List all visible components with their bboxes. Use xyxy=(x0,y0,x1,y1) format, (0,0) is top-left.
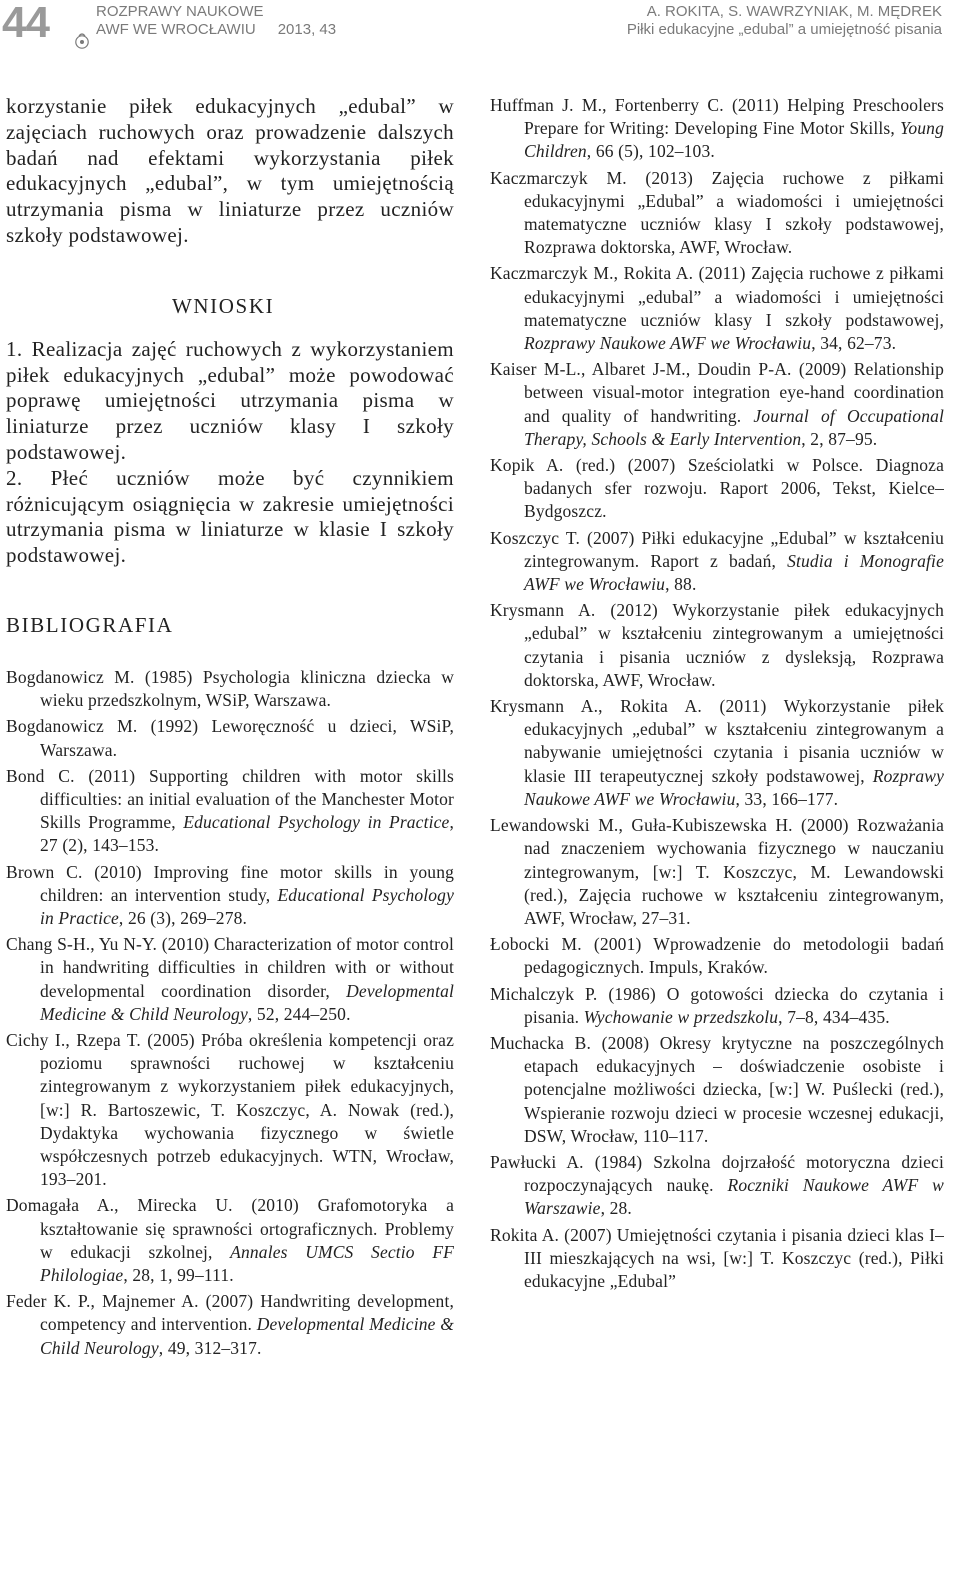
conclusion-1: 1. Realizacja zajęć ruchowych z wykorzystaniem piłek edukacyjnych „edubal” może powodować poprawę umiejętności utrzymania pisma w liniaturze przez uczniów klasy I szkoły podstawowej. xyxy=(6,336,454,464)
reference-item xyxy=(490,695,944,811)
reference-item xyxy=(6,1194,454,1287)
reference-text: Lewandowski M., Guła-Kubiszewska H. (2000) Rozważania nad znaczeniem wychowania fizycznego w nauczaniu zintegrowanym, [w:] T. Koszczyc, M. Lewandowski (red.), Zajęcia ruchowe w kształceniu zintegrowanym, AWF, Wrocław, 27–31. xyxy=(490,815,944,928)
running-authors: A. ROKITA, S. WAWRZYNIAK, M. MĘDREK xyxy=(646,3,942,20)
reference-details: , 28. xyxy=(600,1198,632,1219)
reference-item xyxy=(490,527,944,597)
page-header xyxy=(0,0,960,52)
reference-details: , 49, 312–317. xyxy=(158,1337,262,1358)
reference-item xyxy=(6,1290,454,1360)
reference-text: Łobocki M. (2001) Wprowadzenie do metodologii badań pedagogicznych. Impuls, Kraków. xyxy=(490,934,944,978)
right-column xyxy=(490,94,944,1296)
running-head xyxy=(627,3,942,39)
reference-source: Developmental Medicine & Child Neurology xyxy=(40,1314,454,1358)
intro-paragraph: korzystanie piłek edukacyjnych „edubal” w zajęciach ruchowych oraz prowadzenie dalszych badań nad efektami wykorzystania piłek edukacyjnych „edubal”, w tym umiejętnością utrzymania pisma w liniaturze przez uczniów szkoły podstawowej. xyxy=(6,94,454,247)
reference-source: Journal of Occupational Therapy, Schools & Early Intervention xyxy=(524,405,945,449)
reference-item xyxy=(490,599,944,692)
reference-source: Developmental Medicine & Child Neurology xyxy=(40,980,454,1024)
reference-text: Domagała A., Mirecka U. (2010) Grafomotoryka a kształtowanie się sprawności ortograficznych. Problemy w edukacji szkolnej, xyxy=(6,1195,454,1262)
reference-text: Michalczyk P. (1986) O gotowości dziecka do czytania i pisania. xyxy=(490,983,944,1027)
running-title: Piłki edukacyjne „edubal” a umiejętność pisania xyxy=(626,21,942,38)
left-column xyxy=(6,94,454,1363)
journal-name xyxy=(96,3,336,39)
reference-details: , 52, 244–250. xyxy=(247,1003,351,1024)
reference-item xyxy=(490,933,944,979)
reference-details: , 2, 87–95. xyxy=(801,428,878,449)
reference-text: Pawłucki A. (1984) Szkolna dojrzałość motoryczna dzieci rozpoczynających naukę. xyxy=(490,1151,944,1196)
reference-details: , 7–8, 434–435. xyxy=(778,1006,890,1027)
reference-source: Educational Psychology in Practice xyxy=(183,812,450,833)
reference-text: Krysmann A., Rokita A. (2011) Wykorzystanie piłek edukacyjnych „edubal” w kształceniu zintegrowanym a nabywanie umiejętności czytania i pisania uczniów w klasie III terapeutycznej szkoły podstawowej, xyxy=(490,696,944,786)
reference-details: , 28, 1, 99–111. xyxy=(123,1265,234,1286)
journal-line-2: AWF WE WROCŁAWIU xyxy=(96,21,256,38)
reference-item xyxy=(490,1032,944,1148)
reference-text: Kaczmarczyk M. (2013) Zajęcia ruchowe z piłkami edukacyjnymi „Edubal” a wiadomości i umiejętności matematyczne uczniów klasy I szkoły podstawowej, Rozprawa doktorska, AWF, Wrocław. xyxy=(490,167,944,258)
reference-details: , 26 (3), 269–278. xyxy=(118,907,248,928)
reference-item xyxy=(490,454,944,524)
conclusion-2: 2. Płeć uczniów może być czynnikiem różnicującym osiągnięcia w zakresie umiejętności utrzymania pisma w liniaturze w klasie I szkoły podstawowej. xyxy=(6,465,454,568)
reference-source: Rozprawy Naukowe AWF we Wrocławiu xyxy=(524,765,944,809)
reference-item xyxy=(490,262,944,355)
reference-item xyxy=(490,1151,944,1221)
reference-source: Wychowanie w przedszkolu xyxy=(583,1006,779,1027)
bibliography-list-left xyxy=(6,666,454,1360)
conclusions-heading: WNIOSKI xyxy=(172,293,275,318)
reference-item xyxy=(6,1029,454,1191)
reference-text: Muchacka B. (2008) Okresy krytyczne na poszczególnych etapach edukacyjnych – doświadczenie osobiste i potencjalne możliwości dziecka, [w:] W. Puślecki (red.), Wspieranie rozwoju dzieci w procesie wczesnej edukacji, DSW, Wrocław, 110–117. xyxy=(490,1032,944,1146)
reference-item xyxy=(490,94,944,164)
reference-item xyxy=(490,983,944,1029)
reference-source: Rozprawy Naukowe AWF we Wrocławiu xyxy=(524,333,812,354)
reference-text: Brown C. (2010) Improving fine motor skills in young children: an intervention study, xyxy=(6,861,454,905)
reference-text: Kaczmarczyk M., Rokita A. (2011) Zajęcia ruchowe z piłkami edukacyjnymi „edubal” a wiadomości i umiejętności matematyczne uczniów klasy I szkoły podstawowej, xyxy=(490,263,944,330)
awf-logo-icon xyxy=(74,32,90,50)
reference-text: Kaiser M-L., Albaret J-M., Doudin P-A. (2009) Relationship between visual-motor integration eye-hand coordination and quality of handwriting. xyxy=(490,359,944,426)
reference-source: Educational Psychology in Practice xyxy=(40,884,454,928)
reference-item xyxy=(6,666,454,712)
reference-details: , 66 (5), 102–103. xyxy=(586,141,715,162)
reference-text: Cichy I., Rzepa T. (2005) Próba określenia kompetencji oraz poziomu sprawności ruchowej w kształceniu zintegrowanym z wykorzystaniem piłek edukacyjnych, [w:] R. Bartoszewic, T. Koszczyc, A. Nowak (red.), Dydaktyka wychowania fizycznego w świetle współczesnych potrzeb edukacyjnych. WTN, Wrocław, 193–201. xyxy=(6,1030,454,1190)
reference-source: Young Children xyxy=(524,118,944,162)
reference-text: Bogdanowicz M. (1992) Leworęczność u dzieci, WSiP, Warszawa. xyxy=(6,716,454,760)
reference-text: Bond C. (2011) Supporting children with motor skills difficulties: an initial evaluation of the Manchester Motor Skills Programme, xyxy=(6,765,454,833)
reference-source: Roczniki Naukowe AWF w Warszawie xyxy=(524,1175,944,1219)
reference-details: , 88. xyxy=(665,574,697,595)
page-number: 44 xyxy=(2,0,49,47)
reference-details: , 33, 166–177. xyxy=(735,788,839,809)
reference-text: Bogdanowicz M. (1985) Psychologia kliniczna dziecka w wieku przedszkolnym, WSiP, Warszawa. xyxy=(6,666,454,711)
reference-text: Feder K. P., Majnemer A. (2007) Handwriting development, competency and intervention. xyxy=(6,1291,454,1335)
reference-item xyxy=(6,715,454,761)
reference-text: Koszczyc T. (2007) Piłki edukacyjne „Edubal” w kształceniu zintegrowanym. Raport z badań, xyxy=(490,527,944,571)
reference-details: , 34, 62–73. xyxy=(811,333,897,354)
year-volume: 2013, 43 xyxy=(277,21,337,38)
reference-item xyxy=(490,167,944,260)
reference-item xyxy=(490,358,944,451)
bibliography-heading: BIBLIOGRAFIA xyxy=(6,612,174,637)
reference-text: Huffman J. M., Fortenberry C. (2011) Helping Preschoolers Prepare for Writing: Developing Fine Motor Skills, xyxy=(490,95,944,139)
bibliography-list-right xyxy=(490,94,944,1293)
reference-details: , 27 (2), 143–153. xyxy=(40,812,454,856)
reference-text: Kopik A. (red.) (2007) Sześciolatki w Polsce. Diagnoza badanych sfer rozwoju. Raport 2006, Tekst, Kielce–Bydgoszcz. xyxy=(490,455,944,522)
journal-line-1: ROZPRAWY NAUKOWE xyxy=(96,3,264,20)
reference-item xyxy=(6,933,454,1026)
reference-item xyxy=(490,814,944,930)
reference-text: Rokita A. (2007) Umiejętności czytania i pisania dzieci klas I–III mieszkających na wsi, [w:] T. Koszczyc (red.), Piłki edukacyjne „Edubal” xyxy=(490,1224,944,1291)
reference-item xyxy=(6,765,454,858)
reference-source: Studia i Monografie AWF we Wrocławiu xyxy=(524,550,944,595)
reference-source: Annales UMCS Sectio FF Philologiae xyxy=(40,1241,454,1286)
reference-text: Krysmann A. (2012) Wykorzystanie piłek edukacyjnych „edubal” w kształceniu zintegrowanym a umiejętności czytania i pisania uczniów z dysleksją, Rozprawa doktorska, AWF, Wrocław. xyxy=(490,600,944,690)
reference-item xyxy=(490,1224,944,1294)
reference-text: Chang S-H., Yu N-Y. (2010) Characterization of motor control in handwriting difficulties in children with or without developmental coordination disorder, xyxy=(6,934,454,1001)
reference-item xyxy=(6,861,454,931)
